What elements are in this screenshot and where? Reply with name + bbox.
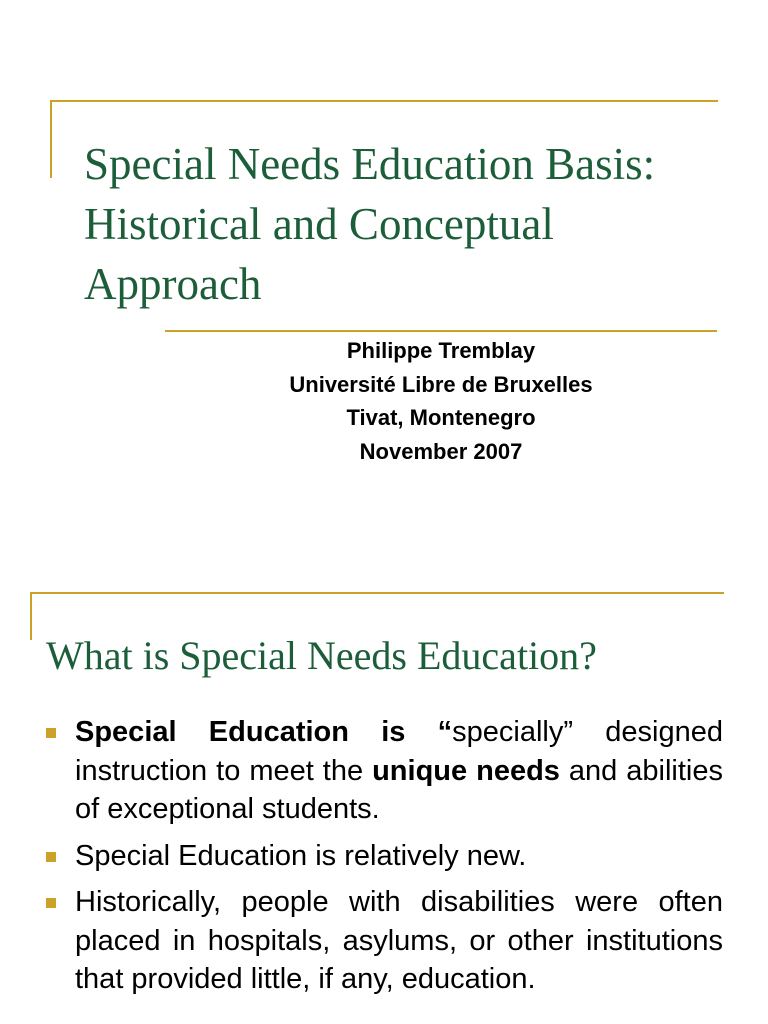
slide-2-title: What is Special Needs Education? xyxy=(46,633,597,678)
body-text: specially” designed instruction to meet the xyxy=(75,716,723,787)
emphasis-text: Special Education is “ xyxy=(75,716,453,748)
author-name: Philippe Tremblay xyxy=(346,338,536,363)
left-accent-rule xyxy=(50,100,52,178)
slide-1-title xyxy=(84,134,724,314)
institution-name: Université Libre de Bruxelles xyxy=(289,371,593,397)
title-underline-rule xyxy=(165,330,717,332)
square-bullet-icon xyxy=(46,728,56,738)
list-item xyxy=(46,713,723,829)
title-line: Special Needs Education Basis: xyxy=(84,139,656,189)
top-rule xyxy=(30,592,724,594)
title-line: Historical and Conceptual xyxy=(84,199,554,249)
body-text: Special Education is relatively new. xyxy=(75,839,527,872)
square-bullet-icon xyxy=(46,852,56,862)
title-line: Approach xyxy=(84,259,262,309)
body-text: Historically, people with disabilities were often placed in hospitals, asylums, or other institutions that provided little, if any, education. xyxy=(75,886,723,995)
emphasis-text: unique needs xyxy=(372,754,560,787)
top-rule xyxy=(50,100,718,102)
square-bullet-icon xyxy=(46,898,56,908)
presentation-date: November 2007 xyxy=(359,438,523,464)
bullet-list xyxy=(46,713,723,1007)
left-accent-rule xyxy=(30,592,32,640)
list-item xyxy=(46,883,723,999)
list-item xyxy=(46,837,723,876)
location: Tivat, Montenegro xyxy=(346,405,536,430)
body-text: and abilities of exceptional students. xyxy=(75,754,723,825)
slide-1-subtitle xyxy=(165,334,717,468)
